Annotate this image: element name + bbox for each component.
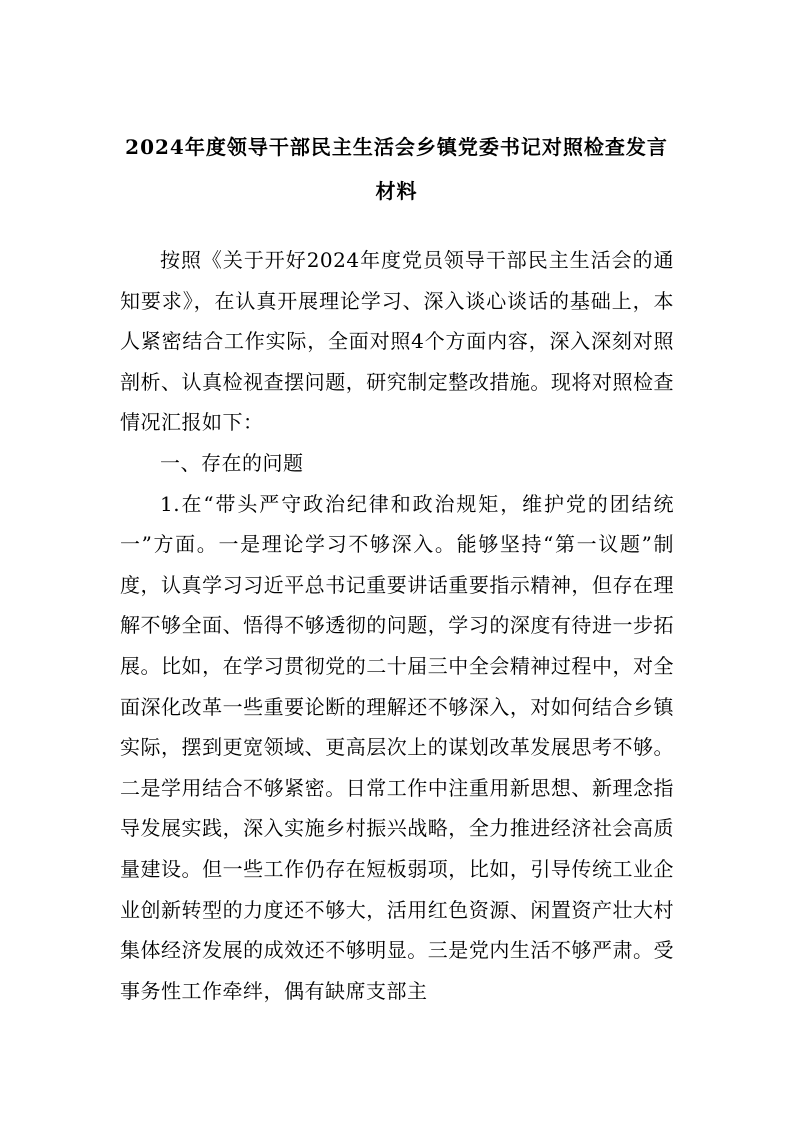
title-line-1: 2024年度领导干部民主生活会乡镇党委书记对照检查发言 [125,135,668,159]
problem-paragraph-1: 1.在“带头严守政治纪律和政治规矩，维护党的团结统一”方面。一是理论学习不够深入。能够坚持“第一议题”制度，认真学习习近平总书记重要讲话重要指示精神，但存在理解不够全面、悟得不够透彻的问题，学习的深度有待进一步拓展。比如，在学习贯彻党的二十届三中全会精神过程中，对全面深化改革一些重要论断的理解还不够深入，对如何结合乡镇实际，摆到更宽领域、更高层次上的谋划改革发展思考不够。二是学用结合不够紧密。日常工作中注重用新思想、新理念指导发展实践，深入实施乡村振兴战略，全力推进经济社会高质量建设。但一些工作仍存在短板弱项，比如，引导传统工业企业创新转型的力度还不够大，活用红色资源、闲置资产壮大村集体经济发展的成效还不够明显。三是党内生活不够严肃。受事务性工作牵绊，偶有缺席支部主 [120,491,674,1003]
document-title [120,126,673,212]
title-line-2: 材料 [375,179,418,203]
intro-paragraph: 按照《关于开好2024年度党员领导干部民主生活会的通知要求》，在认真开展理论学习、深入谈心谈话的基础上，本人紧密结合工作实际，全面对照4个方面内容，深入深刻对照剖析、认真检视查摆问题，研究制定整改措施。现将对照检查情况汇报如下： [120,248,674,435]
section-heading: 一、存在的问题 [160,450,304,475]
document-body [120,240,674,1011]
